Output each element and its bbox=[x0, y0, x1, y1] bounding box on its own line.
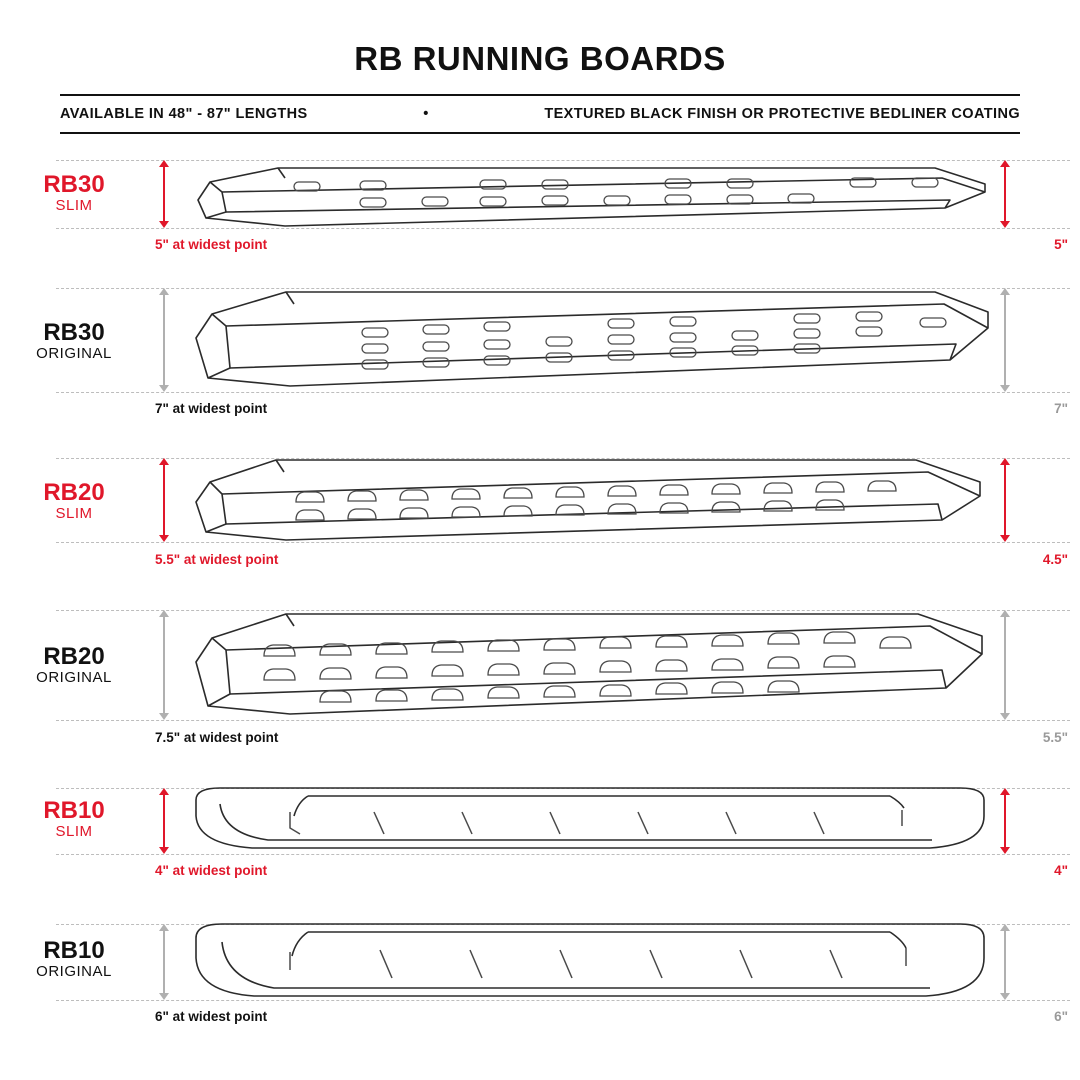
width-dimension-label: 6" at widest point bbox=[155, 1009, 268, 1024]
model-variant: SLIM bbox=[55, 823, 93, 841]
width-dimension-label: 4" at widest point bbox=[155, 863, 268, 878]
dimension-arrow-right bbox=[1004, 288, 1006, 392]
width-dimension-label: 7" at widest point bbox=[155, 401, 268, 416]
board-row-rb30-slim bbox=[0, 152, 1080, 274]
height-dimension-label: 7" bbox=[1054, 401, 1068, 416]
row-label-rb10-original bbox=[0, 938, 148, 981]
row-label-rb30-slim bbox=[0, 172, 148, 215]
dimension-arrow-right bbox=[1004, 160, 1006, 228]
height-dimension-label: 5" bbox=[1054, 237, 1068, 252]
model-name: RB20 bbox=[43, 479, 105, 506]
header bbox=[0, 0, 1080, 134]
board-illustration-rb30-slim bbox=[190, 156, 1000, 236]
row-label-rb10-slim bbox=[0, 798, 148, 841]
board-row-rb10-original bbox=[0, 910, 1080, 1050]
header-divider-bottom bbox=[60, 132, 1020, 134]
subtitle-finish: TEXTURED BLACK FINISH OR PROTECTIVE BEDLINER COATING bbox=[544, 106, 1020, 122]
model-name: RB30 bbox=[43, 319, 105, 346]
header-subtitle bbox=[60, 106, 1020, 122]
model-variant: SLIM bbox=[55, 197, 93, 215]
board-row-rb10-slim bbox=[0, 774, 1080, 910]
dimension-arrow-left bbox=[163, 160, 165, 228]
model-name: RB10 bbox=[43, 797, 105, 824]
subtitle-lengths: AVAILABLE IN 48" - 87" LENGTHS bbox=[60, 106, 308, 122]
model-variant: ORIGINAL bbox=[36, 345, 112, 363]
model-variant: ORIGINAL bbox=[36, 669, 112, 687]
board-illustration-rb10-original bbox=[190, 918, 1000, 1006]
model-variant: ORIGINAL bbox=[36, 963, 112, 981]
model-name: RB30 bbox=[43, 171, 105, 198]
height-dimension-label: 4" bbox=[1054, 863, 1068, 878]
width-dimension-label: 7.5" at widest point bbox=[155, 730, 279, 745]
row-label-rb30-original bbox=[0, 320, 148, 363]
dimension-arrow-left bbox=[163, 288, 165, 392]
dimension-arrow-right bbox=[1004, 458, 1006, 542]
row-label-rb20-original bbox=[0, 644, 148, 687]
board-illustration-rb20-slim bbox=[190, 452, 1000, 548]
dimension-arrow-left bbox=[163, 458, 165, 542]
board-row-rb30-original bbox=[0, 274, 1080, 444]
dimension-arrow-right bbox=[1004, 788, 1006, 854]
model-name: RB20 bbox=[43, 643, 105, 670]
header-divider-top bbox=[60, 94, 1020, 96]
page-title: RB RUNNING BOARDS bbox=[354, 40, 726, 77]
board-illustration-rb30-original bbox=[190, 282, 1000, 398]
dimension-arrow-left bbox=[163, 610, 165, 720]
height-dimension-label: 5.5" bbox=[1042, 730, 1068, 745]
dimension-arrow-left bbox=[163, 788, 165, 854]
model-name: RB10 bbox=[43, 937, 105, 964]
board-rows bbox=[0, 152, 1080, 1050]
dimension-arrow-left bbox=[163, 924, 165, 1000]
width-dimension-label: 5.5" at widest point bbox=[155, 552, 279, 567]
board-illustration-rb10-slim bbox=[190, 782, 1000, 860]
row-label-rb20-slim bbox=[0, 480, 148, 523]
dimension-arrow-right bbox=[1004, 924, 1006, 1000]
dimension-arrow-right bbox=[1004, 610, 1006, 720]
board-row-rb20-slim bbox=[0, 444, 1080, 596]
model-variant: SLIM bbox=[55, 505, 93, 523]
subtitle-separator-dot: • bbox=[423, 106, 429, 122]
board-illustration-rb20-original bbox=[190, 604, 1000, 726]
height-dimension-label: 4.5" bbox=[1042, 552, 1068, 567]
height-dimension-label: 6" bbox=[1054, 1009, 1068, 1024]
board-row-rb20-original bbox=[0, 596, 1080, 774]
width-dimension-label: 5" at widest point bbox=[155, 237, 268, 252]
